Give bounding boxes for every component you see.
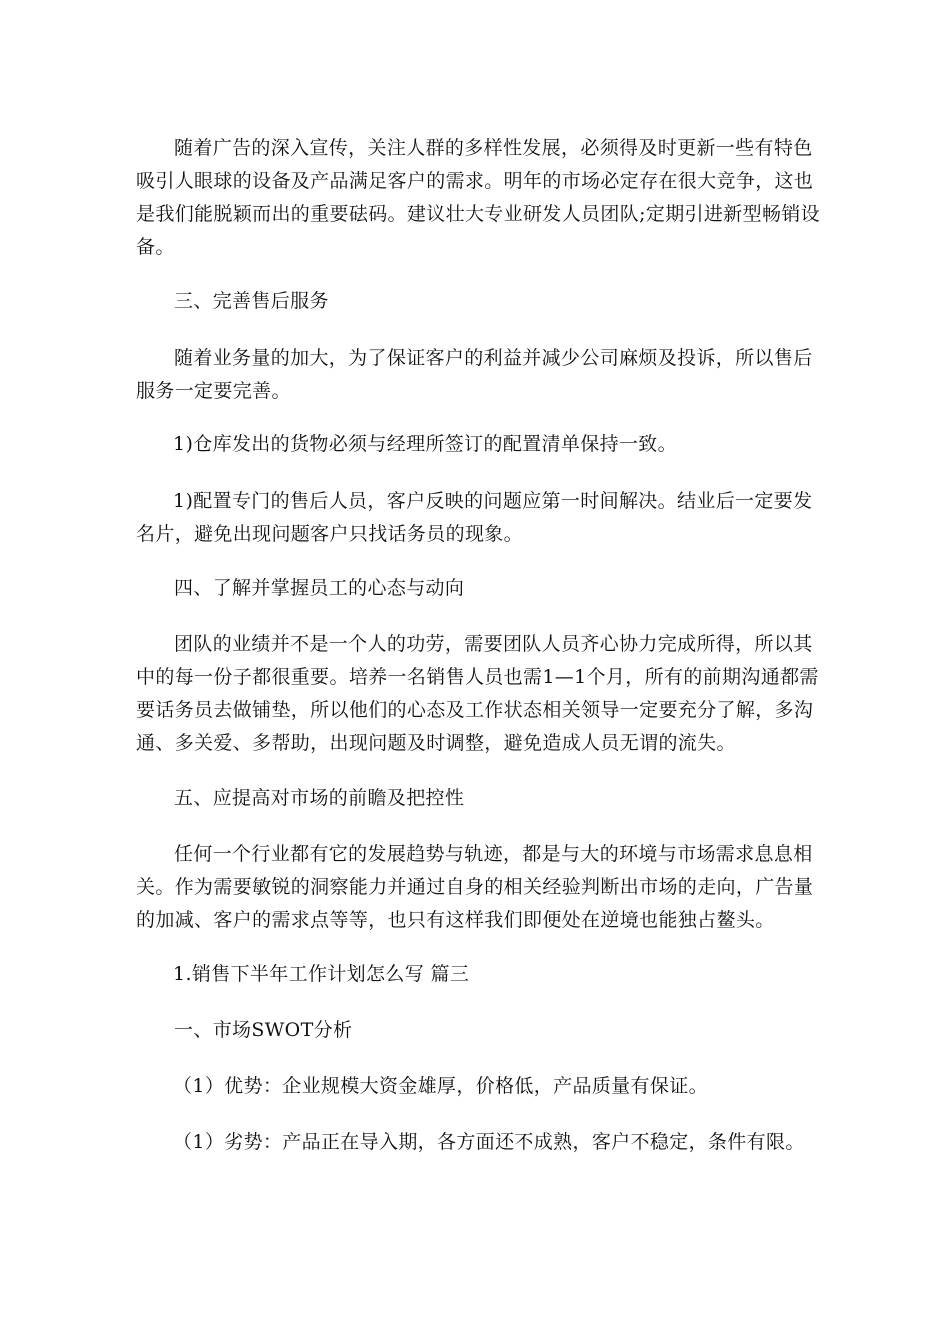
- list-item-weaknesses: （1）劣势：产品正在导入期，各方面还不成熟，客户不稳定，条件有限。: [173, 1131, 805, 1153]
- section-heading-swot: 一、市场SWOT分析: [174, 1019, 353, 1041]
- section-heading-after-sales: 三、完善售后服务: [174, 290, 329, 312]
- paragraph-team-performance: 团队的业绩并不是一个人的功劳，需要团队人员齐心协力完成所得，所以其中的每一份子都很重要。培养一名销售人员也需1—1个月，所有的前期沟通都需要话务员去做铺垫，所以他们的心态及工作状态相关领导一定要充分了解，多沟通、多关爱、多帮助，出现问题及时调整，避免造成人员无谓的流失。: [136, 633, 819, 754]
- list-item-strengths: （1）优势：企业规模大资金雄厚，价格低，产品质量有保证。: [173, 1075, 708, 1097]
- list-item-warehouse-goods: 1)仓库发出的货物必须与经理所签订的配置清单保持一致。: [173, 433, 677, 455]
- paragraph-industry-trend: 任何一个行业都有它的发展趋势与轨迹，都是与大的环境与市场需求息息相关。作为需要敏锐的洞察能力并通过自身的相关经验判断出市场的走向，广告量的加减、客户的需求点等等，也只有这样我们即便处在逆境也能独占鳌头。: [136, 843, 814, 931]
- paragraph-after-sales-intro: 随着业务量的加大，为了保证客户的利益并减少公司麻烦及投诉，所以售后服务一定要完善。: [136, 347, 813, 402]
- paragraph-product-update: 随着广告的深入宣传，关注人群的多样性发展，必须得及时更新一些有特色吸引人眼球的设备及产品满足客户的需求。明年的市场必定存在很大竞争，这也是我们能脱颖而出的重要砝码。建议壮大专业研发人员团队;定期引进新型畅销设备。: [136, 137, 821, 258]
- document-subtitle-part-three: 1.销售下半年工作计划怎么写 篇三: [173, 963, 470, 985]
- section-heading-market-foresight: 五、应提高对市场的前瞻及把控性: [174, 787, 465, 809]
- list-item-after-sales-staff: 1)配置专门的售后人员，客户反映的问题应第一时间解决。结业后一定要发名片，避免出现问题客户只找话务员的现象。: [136, 490, 813, 545]
- section-heading-employee-mindset: 四、了解并掌握员工的心态与动向: [174, 577, 465, 599]
